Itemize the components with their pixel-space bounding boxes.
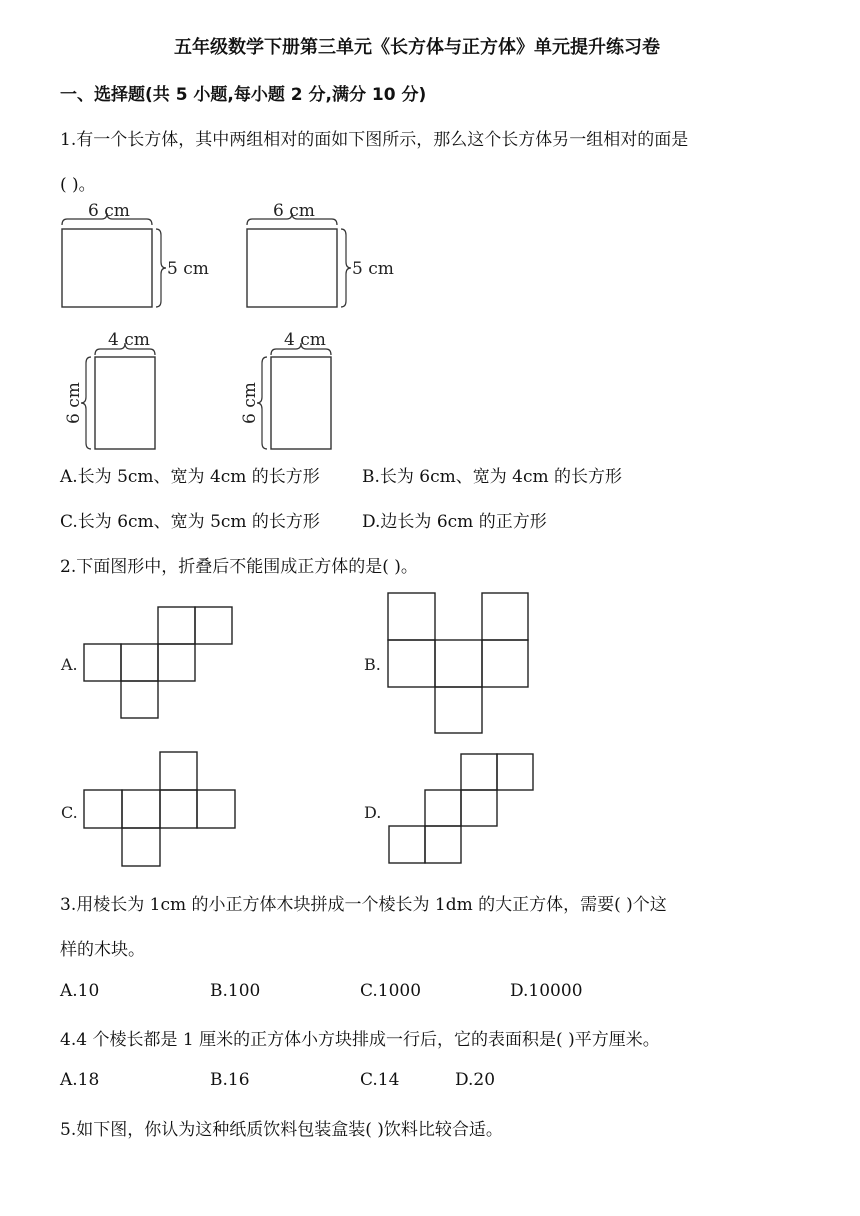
rect2-width-label: 6 cm [273, 201, 315, 221]
question-1-option-a: A.长为 5cm、宽为 4cm 的长方形 [60, 467, 320, 487]
question-2-text: 2.下面图形中，折叠后不能围成正方体的是( )。 [60, 557, 418, 577]
question-4-option-a: A.18 [60, 1070, 100, 1090]
net-b-label: B. [364, 655, 381, 674]
section-heading: 一、选择题(共 5 小题,每小题 2 分,满分 10 分) [60, 85, 427, 105]
question-4-option-c: C.14 [360, 1070, 400, 1090]
rect-6x5-b [247, 201, 394, 307]
question-1-blank: ( )。 [60, 175, 96, 195]
rect3-height-label: 6 cm [64, 382, 84, 424]
question-3-option-c: C.1000 [360, 981, 422, 1001]
question-2-nets [55, 585, 555, 875]
question-5-text: 5.如下图，你认为这种纸质饮料包装盒装( )饮料比较合适。 [60, 1120, 503, 1140]
question-1-option-b: B.长为 6cm、宽为 4cm 的长方形 [362, 467, 623, 487]
question-3-text: 3.用棱长为 1cm 的小正方体木块拼成一个棱长为 1dm 的大正方体，需要( )个这 [60, 895, 667, 915]
question-3-option-d: D.10000 [510, 981, 583, 1001]
question-3-option-a: A.10 [60, 981, 100, 1001]
rect-4x6-b [240, 330, 331, 449]
rect2-height-label: 5 cm [352, 259, 394, 279]
question-4-option-d: D.20 [455, 1070, 496, 1090]
net-a-label: A. [61, 655, 78, 674]
net-a [84, 607, 232, 718]
rect1-height-label: 5 cm [167, 259, 209, 279]
question-1-text: 1.有一个长方体，其中两组相对的面如下图所示，那么这个长方体另一组相对的面是 [60, 130, 689, 150]
rect-4x6-a [64, 330, 155, 449]
net-c [84, 752, 235, 866]
net-d [389, 754, 533, 863]
rect4-width-label: 4 cm [284, 330, 326, 350]
question-1-option-c: C.长为 6cm、宽为 5cm 的长方形 [60, 512, 320, 532]
question-4-option-b: B.16 [210, 1070, 250, 1090]
net-d-label: D. [364, 803, 382, 822]
page-title: 五年级数学下册第三单元《长方体与正方体》单元提升练习卷 [174, 37, 660, 58]
net-c-label: C. [61, 803, 78, 822]
question-1-option-d: D.边长为 6cm 的正方形 [362, 512, 547, 532]
rect-6x5-a [62, 201, 209, 307]
net-b [388, 593, 528, 733]
rect1-width-label: 6 cm [88, 201, 130, 221]
rect4-height-label: 6 cm [240, 382, 260, 424]
rect3-width-label: 4 cm [108, 330, 150, 350]
question-3-text-cont: 样的木块。 [60, 940, 145, 960]
question-1-figures [55, 195, 415, 455]
question-4-text: 4.4 个棱长都是 1 厘米的正方体小方块排成一行后，它的表面积是( )平方厘米。 [60, 1030, 660, 1050]
question-3-option-b: B.100 [210, 981, 261, 1001]
